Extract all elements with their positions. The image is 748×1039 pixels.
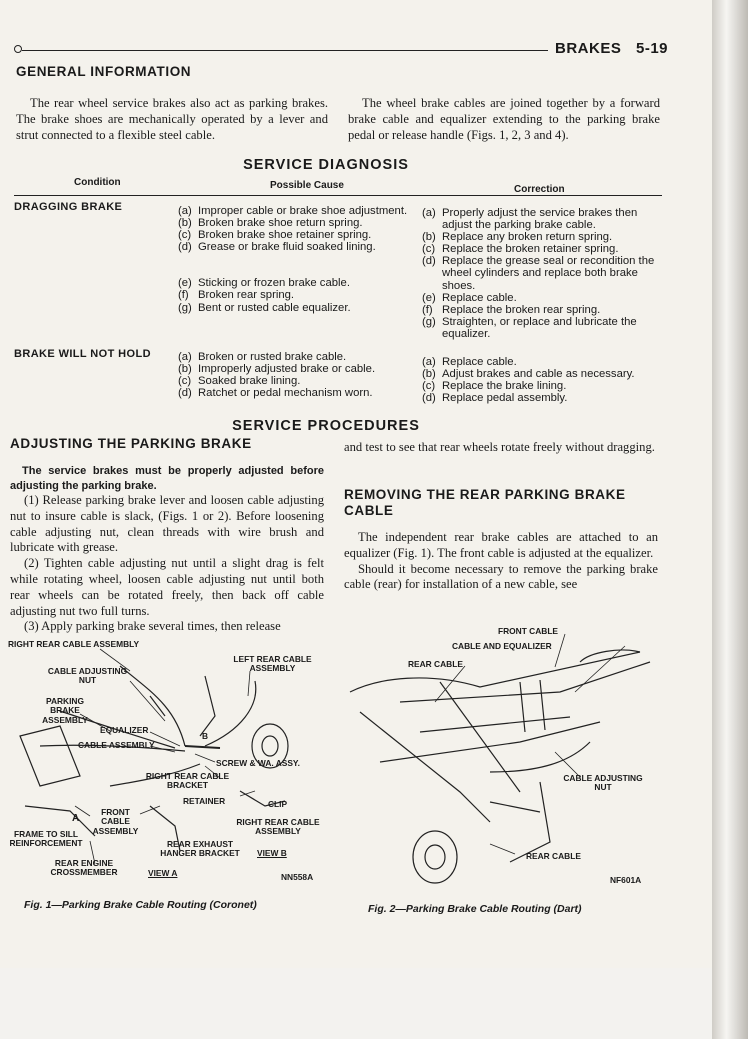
fig1-label-right-rear: RIGHT REAR CABLE ASSEMBLY (8, 639, 140, 649)
item-text: Properly adjust the service brakes then adjust the parking brake cable. (442, 207, 638, 232)
item-key: (c) (422, 243, 436, 256)
fig1-label-cable-assembly: CABLE ASSEMBLY (78, 740, 155, 750)
general-info-right-text: The wheel brake cables are joined together by a forward brake cable and equalizer extending to the parking brake pedal or release handle (Figs. 1, 2, 3 and 4). (348, 96, 660, 142)
removing-body (344, 530, 658, 593)
fig2-label-front-cable: FRONT CABLE (498, 626, 559, 636)
item-key: (c) (178, 375, 192, 388)
cause-item (178, 387, 428, 399)
adjusting-intro: The service brakes must be properly adjusted before adjusting the parking brake. (10, 465, 324, 492)
fig1-label-b: B (202, 731, 209, 741)
correction-item (422, 392, 660, 404)
fig1-label-front-cable: FRONT CABLE ASSEMBLY (92, 807, 139, 836)
item-key: (g) (178, 301, 192, 314)
item-text: Improper cable or brake shoe adjustment. (198, 205, 408, 217)
item-key: (e) (178, 277, 192, 290)
figure-1-caption: Fig. 1—Parking Brake Cable Routing (Coronet) (24, 899, 257, 911)
fig1-label-retainer: RETAINER (183, 796, 226, 806)
item-key: (f) (178, 289, 189, 302)
cause-item (178, 375, 428, 387)
fig1-label-view-a: VIEW A (148, 868, 178, 878)
item-key: (b) (422, 368, 436, 381)
cause-item (178, 302, 414, 314)
cause-item (178, 217, 414, 229)
item-key: (b) (178, 363, 192, 376)
fig1-label-view-b: VIEW B (257, 848, 287, 858)
item-text: Replace the broken retainer spring. (442, 243, 619, 256)
item-key: (c) (422, 380, 436, 393)
correction-item (422, 207, 660, 231)
item-text: Replace any broken return spring. (442, 231, 613, 244)
item-text: Broken brake shoe retainer spring. (198, 229, 372, 242)
fig1-label-clip: CLIP (268, 799, 288, 809)
fig1-label-frame: FRAME TO SILL REINFORCEMENT (9, 829, 83, 849)
fig2-label-cable-equalizer: CABLE AND EQUALIZER (452, 641, 552, 651)
cause-item (178, 363, 428, 375)
item-key: (d) (178, 241, 192, 254)
item-key: (d) (422, 255, 436, 268)
item-text: Adjust brakes and cable as necessary. (442, 368, 635, 381)
item-key: (d) (178, 387, 192, 400)
item-text: Broken rear spring. (198, 289, 295, 302)
adjusting-title: ADJUSTING THE PARKING BRAKE (10, 436, 252, 451)
item-key: (a) (178, 351, 192, 363)
correction-item (422, 368, 660, 380)
causes-will-not-hold (178, 351, 428, 399)
item-text: Replace pedal assembly. (442, 392, 568, 405)
fig1-label-a: A (72, 813, 80, 824)
header-section: BRAKES (555, 40, 622, 57)
item-key: (a) (422, 356, 436, 368)
figure-1 (0, 636, 335, 894)
cause-item (178, 205, 414, 217)
header-bullet (14, 45, 22, 53)
col-condition: Condition (74, 177, 121, 188)
item-text: Straighten, or replace and lubricate the equalizer. (442, 315, 637, 340)
item-text: Bent or rusted cable equalizer. (198, 301, 351, 314)
fig1-label-engine: REAR ENGINE CROSSMEMBER (50, 858, 118, 878)
fig2-code: NF601A (610, 875, 642, 885)
item-text: Replace cable. (442, 356, 517, 368)
col-correction: Correction (514, 184, 565, 195)
fig1-label-equalizer: EQUALIZER (100, 725, 149, 735)
adjusting-body (10, 464, 324, 635)
corrections-dragging (422, 207, 660, 340)
correction-item (422, 243, 660, 255)
adjusting-step-3-cont: and test to see that rear wheels rotate freely without dragging. (344, 440, 655, 454)
item-text: Broken brake shoe return spring. (198, 217, 363, 230)
page-edge (712, 0, 748, 1039)
removing-para-1: The independent rear brake cables are attached to an equalizer (Fig. 1). The front cable is adjusted at the equalizer. (344, 530, 658, 560)
item-key: (f) (422, 303, 433, 316)
general-info-title: GENERAL INFORMATION (16, 64, 192, 79)
item-key: (b) (178, 217, 192, 230)
fig1-label-rr-cable-assy: RIGHT REAR CABLE ASSEMBLY (236, 817, 320, 837)
item-key: (g) (422, 315, 436, 328)
item-text: Replace the broken rear spring. (442, 303, 601, 316)
adjusting-step-2: (2) Tighten cable adjusting nut until a slight drag is felt while rotating wheel, loosen cable adjusting nut until both rear wheels can be rotated freely, then back off cable adjusting nut two full turns. (10, 556, 324, 618)
fig2-label-adjusting-nut: CABLE ADJUSTING NUT (563, 773, 643, 793)
figure-2 (340, 622, 670, 887)
page-bottom-margin (0, 968, 712, 1039)
corrections-will-not-hold (422, 356, 660, 404)
cause-item (178, 241, 414, 253)
fig1-label-exhaust: REAR EXHAUST HANGER BRACKET (160, 839, 240, 859)
fig1-label-parking-brake: PARKING BRAKE ASSEMBLY (42, 696, 88, 725)
causes-dragging (178, 205, 414, 314)
general-info-right (348, 96, 660, 143)
diagnosis-rule (14, 195, 662, 196)
correction-item (422, 380, 660, 392)
adjusting-continued (344, 440, 658, 456)
item-key: (b) (422, 231, 436, 244)
correction-item (422, 316, 660, 340)
correction-item (422, 356, 660, 368)
cause-item (178, 351, 428, 363)
adjusting-step-1: (1) Release parking brake lever and loosen cable adjusting nut to insure cable is slack, (Figs. 1 or 2). Before loosening cable adjusting nut, clean threads with wire brush and lubricate with grease. (10, 493, 324, 555)
item-key: (e) (422, 291, 436, 304)
item-text: Soaked brake lining. (198, 375, 301, 388)
header-rule (22, 50, 548, 51)
item-key: (c) (178, 229, 192, 242)
correction-item (422, 304, 660, 316)
item-text: Replace cable. (442, 291, 517, 304)
item-key: (d) (422, 392, 436, 405)
item-text: Broken or rusted brake cable. (198, 351, 347, 363)
condition-dragging: DRAGGING BRAKE (14, 201, 123, 213)
general-info-left-text: The rear wheel service brakes also act as parking brakes. The brake shoes are mechanically operated by a lever and strut connected to a flexible steel cable. (16, 96, 328, 142)
item-text: Improperly adjusted brake or cable. (198, 363, 376, 376)
item-key: (a) (178, 205, 192, 217)
col-cause: Possible Cause (270, 180, 344, 191)
item-text: Sticking or frozen brake cable. (198, 277, 350, 290)
item-text: Ratchet or pedal mechanism worn. (198, 387, 373, 400)
fig1-label-cable-adj: CABLE ADJUSTING NUT (47, 666, 128, 686)
correction-item (422, 292, 660, 304)
header-page-number: 5-19 (636, 40, 669, 57)
item-text: Replace the grease seal or recondition the wheel cylinders and replace both brake shoes. (442, 255, 655, 292)
procedures-title: SERVICE PROCEDURES (232, 418, 420, 434)
cause-item (178, 289, 414, 301)
general-info-left (16, 96, 328, 143)
fig1-label-left-rear: LEFT REAR CABLE ASSEMBLY (233, 654, 312, 674)
removing-title: REMOVING THE REAR PARKING BRAKE CABLE (344, 487, 626, 518)
fig1-label-rr-bracket: RIGHT REAR CABLE BRACKET (145, 771, 230, 791)
fig1-label-screw: SCREW & WA. ASSY. (216, 758, 300, 768)
fig1-code: NN558A (281, 872, 314, 882)
item-text: Grease or brake fluid soaked lining. (198, 241, 376, 254)
fig2-label-rear-cable-2: REAR CABLE (526, 851, 581, 861)
cause-item (178, 229, 414, 241)
correction-item (422, 231, 660, 243)
item-text: Replace the brake lining. (442, 380, 567, 393)
diagnosis-title: SERVICE DIAGNOSIS (243, 157, 409, 173)
cause-item (178, 277, 414, 289)
fig2-label-rear-cable: REAR CABLE (408, 659, 463, 669)
removing-para-2: Should it become necessary to remove the parking brake cable (rear) for installation of a new cable, see (344, 561, 658, 592)
figure-2-drawing (340, 622, 670, 887)
adjusting-step-3: (3) Apply parking brake several times, then release (24, 619, 281, 634)
condition-will-not-hold: BRAKE WILL NOT HOLD (14, 348, 151, 360)
correction-item (422, 255, 660, 291)
figure-2-caption: Fig. 2—Parking Brake Cable Routing (Dart) (368, 903, 582, 915)
item-key: (a) (422, 207, 436, 219)
